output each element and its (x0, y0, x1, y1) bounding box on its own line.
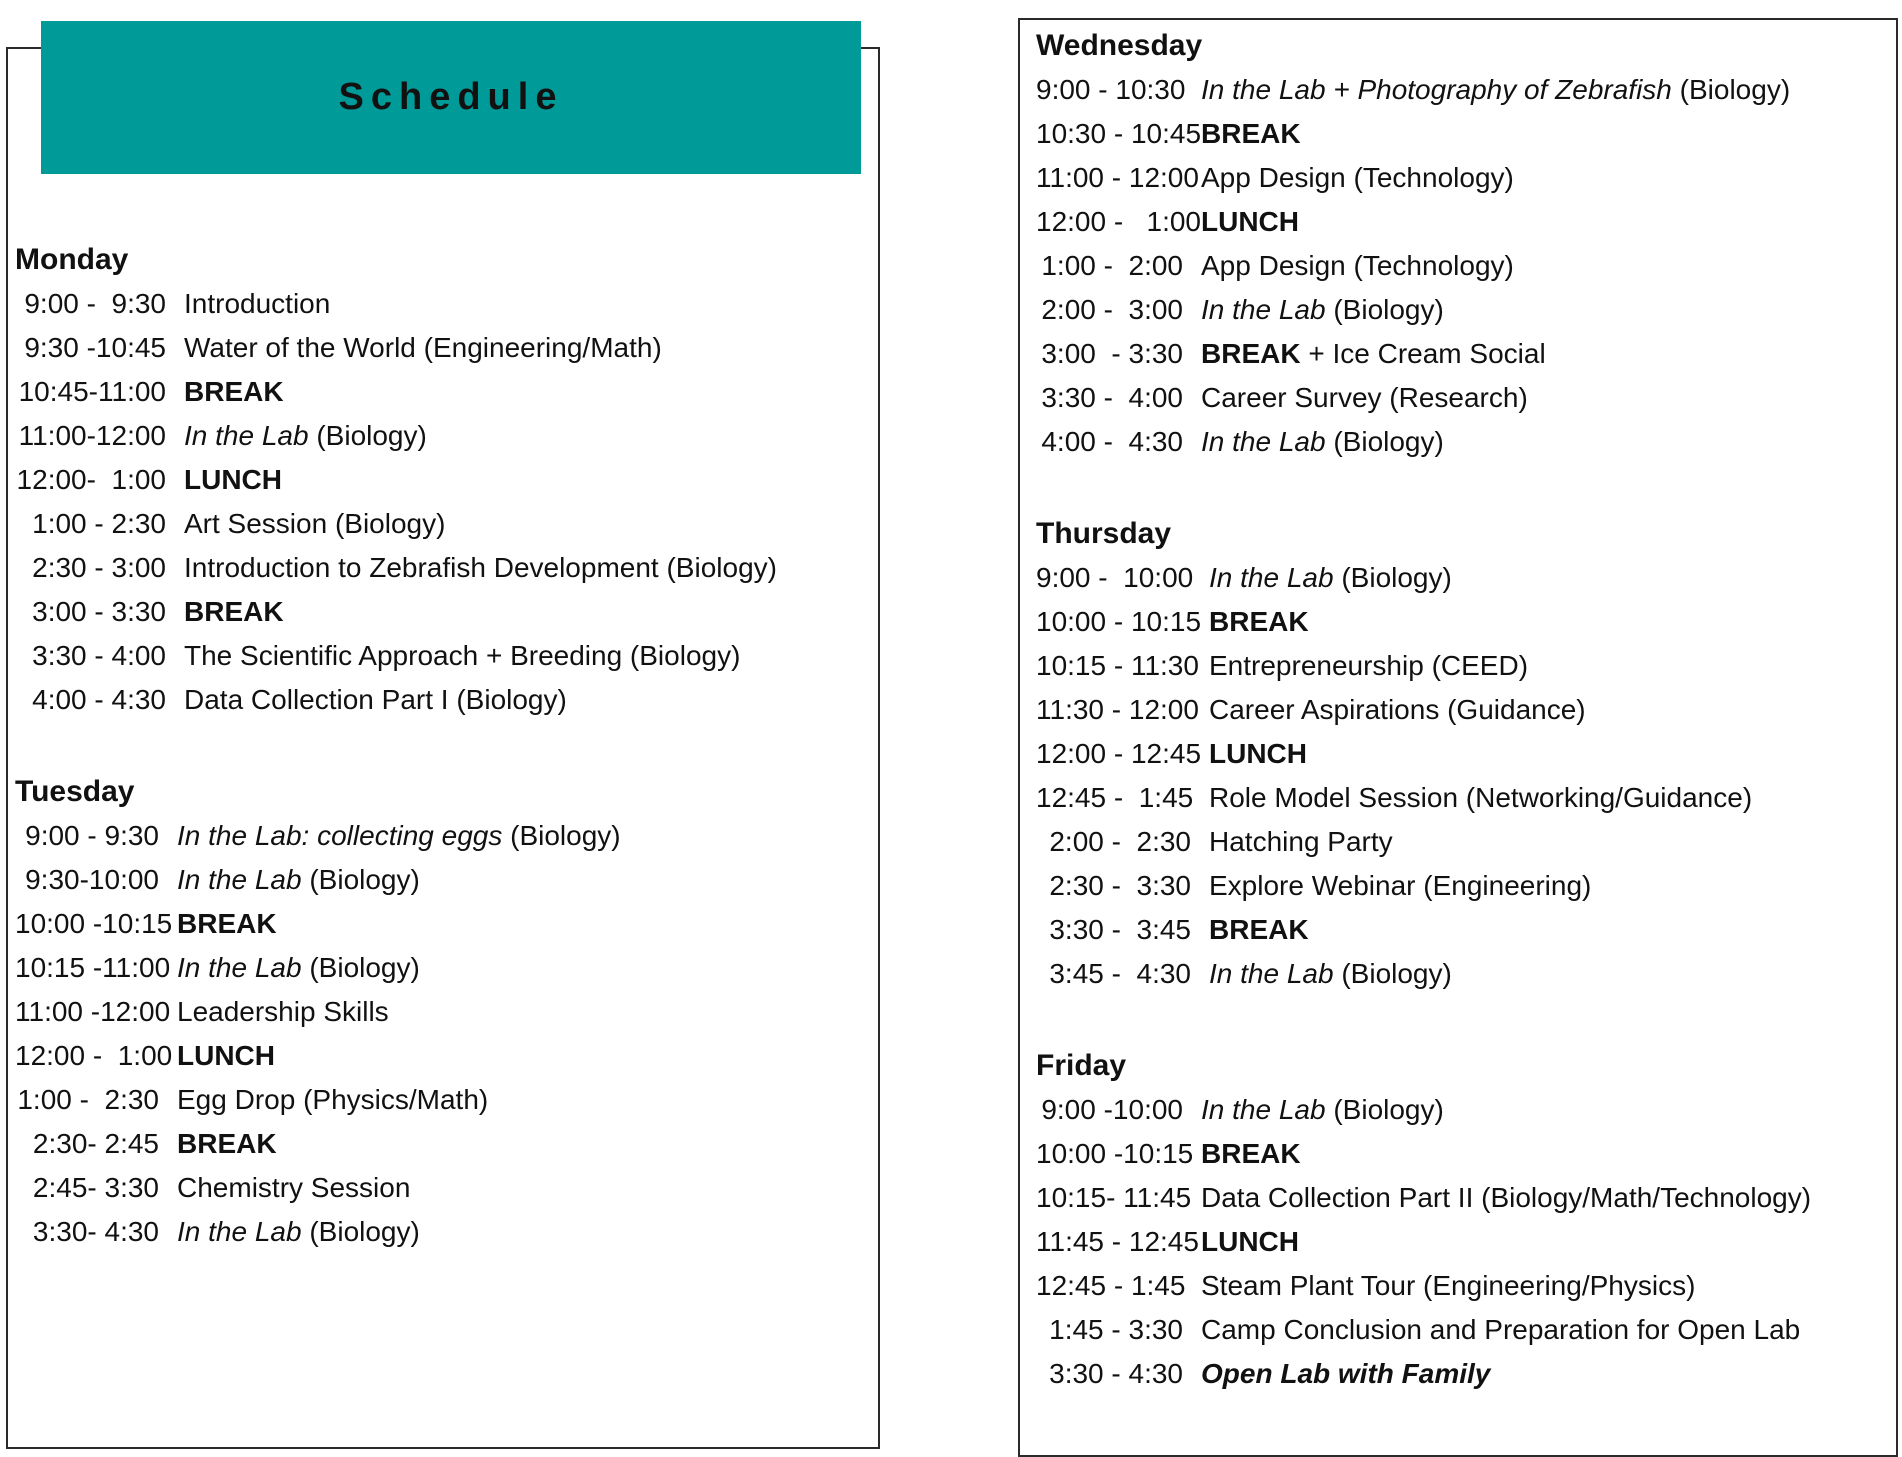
schedule-row (15, 814, 621, 858)
schedule-row (1036, 732, 1752, 776)
schedule-row (15, 1078, 621, 1122)
activity (1201, 1176, 1811, 1220)
activity (1209, 952, 1452, 996)
activity-text: BREAK (177, 1128, 277, 1159)
activity-text: (Biology) (308, 420, 427, 451)
schedule-row (1036, 156, 1790, 200)
activity (1201, 1088, 1444, 1132)
time-range: 9:30 -10:45 (24, 332, 166, 363)
page-title: Schedule (338, 76, 564, 118)
time-range: 10:00 - 10:15 (1036, 606, 1202, 637)
activity (177, 858, 420, 902)
time-range: 10:00 -10:15 (15, 908, 173, 939)
time-range: 12:00 - 12:45 (1036, 738, 1202, 769)
activity-text: BREAK (177, 908, 277, 939)
schedule-row (1036, 244, 1790, 288)
schedule-row (15, 1210, 621, 1254)
activity (1201, 200, 1299, 244)
schedule-row (15, 458, 777, 502)
activity (1201, 1132, 1301, 1176)
activity-text: In the Lab (177, 864, 302, 895)
activity (184, 414, 427, 458)
activity (1201, 420, 1444, 464)
activity (1201, 1308, 1800, 1352)
activity-text: Camp Conclusion and Preparation for Open Lab (1201, 1314, 1801, 1345)
activity (1201, 1220, 1299, 1264)
schedule-row (15, 946, 621, 990)
time-range: 3:00 - 3:30 (32, 596, 166, 627)
time-range: 2:30- 2:45 (32, 1128, 159, 1159)
activity-text: BREAK (184, 376, 284, 407)
schedule-row (1036, 952, 1752, 996)
activity-text: (Biology) (301, 864, 420, 895)
activity-text: BREAK (1201, 338, 1301, 369)
day-title-friday: Friday (1036, 1049, 1127, 1082)
activity-text: The Scientific Approach + Breeding (Biology) (184, 640, 741, 671)
time-range: 9:00 - 10:30 (1036, 74, 1186, 105)
time-range: 11:30 - 12:00 (1036, 694, 1199, 725)
activity-text: In the Lab (177, 1216, 302, 1247)
schedule-row (15, 634, 777, 678)
activity-text: Data Collection Part I (Biology) (184, 684, 567, 715)
activity-text: BREAK (184, 596, 284, 627)
schedule-row (1036, 1352, 1811, 1396)
activity (1209, 908, 1309, 952)
schedule-row (1036, 288, 1790, 332)
activity-text: Steam Plant Tour (Engineering/Physics) (1201, 1270, 1696, 1301)
activity-text: Career Survey (Research) (1201, 382, 1528, 413)
schedule-row (1036, 1220, 1811, 1264)
activity (177, 814, 621, 858)
schedule-row (1036, 1132, 1811, 1176)
activity-text: In the Lab (1209, 958, 1334, 989)
activity (1201, 1352, 1490, 1396)
activity (184, 634, 740, 678)
activity (1209, 644, 1528, 688)
activity (1209, 864, 1591, 908)
activity (177, 946, 420, 990)
activity-text: (Biology) (1325, 426, 1444, 457)
time-range: 11:45 - 12:45 (1036, 1226, 1199, 1257)
time-range: 9:30-10:00 (25, 864, 159, 895)
activity-text: LUNCH (1201, 206, 1299, 237)
day-monday (15, 238, 777, 722)
activity-text: Role Model Session (Networking/Guidance) (1209, 782, 1753, 813)
schedule-row (15, 902, 621, 946)
schedule-row (15, 326, 777, 370)
time-range: 3:30- 4:30 (32, 1216, 159, 1247)
activity-text: Introduction to Zebrafish Development (Biology) (184, 552, 777, 583)
activity-text: In the Lab (1201, 1094, 1326, 1125)
schedule-row (15, 502, 777, 546)
schedule-row (1036, 68, 1790, 112)
schedule-row (1036, 600, 1752, 644)
schedule-row (1036, 908, 1752, 952)
schedule-row (15, 546, 777, 590)
time-range: 2:30 - 3:00 (32, 552, 166, 583)
activity-text: Art Session (Biology) (184, 508, 446, 539)
activity (177, 1034, 275, 1078)
activity-text: LUNCH (177, 1040, 275, 1071)
day-friday (1036, 1044, 1811, 1396)
time-range: 2:00 - 2:30 (1049, 826, 1191, 857)
activity-text: BREAK (1201, 1138, 1301, 1169)
activity-text: (Biology) (1325, 1094, 1444, 1125)
activity-text: (Biology) (1333, 958, 1452, 989)
time-range: 9:00 - 9:30 (25, 820, 159, 851)
activity (184, 282, 330, 326)
time-range: 12:00 - 1:00 (1036, 206, 1202, 237)
time-range: 12:00 - 1:00 (15, 1040, 173, 1071)
activity-text: App Design (Technology) (1201, 250, 1514, 281)
time-range: 2:45- 3:30 (32, 1172, 159, 1203)
time-range: 1:45 - 3:30 (1049, 1314, 1183, 1345)
time-range: 2:00 - 3:00 (1041, 294, 1183, 325)
time-range: 12:45 - 1:45 (1036, 1270, 1186, 1301)
activity (1209, 600, 1309, 644)
time-range: 10:15 - 11:30 (1036, 650, 1199, 681)
schedule-row (15, 678, 777, 722)
activity (184, 370, 284, 414)
schedule-row (15, 990, 621, 1034)
time-range: 3:30 - 4:00 (1041, 382, 1183, 413)
day-thursday (1036, 512, 1752, 996)
time-range: 4:00 - 4:30 (32, 684, 166, 715)
activity-text: Open Lab with Family (1201, 1358, 1491, 1389)
activity-text: (Biology) (1325, 294, 1444, 325)
schedule-row (1036, 332, 1790, 376)
schedule-row (1036, 644, 1752, 688)
day-title-monday: Monday (15, 243, 129, 276)
schedule-row (1036, 556, 1752, 600)
schedule-row (1036, 1264, 1811, 1308)
activity-text: Water of the World (Engineering/Math) (184, 332, 662, 363)
title-banner (41, 21, 861, 174)
schedule-row (15, 1166, 621, 1210)
activity (184, 458, 282, 502)
time-range: 10:15- 11:45 (1036, 1182, 1192, 1213)
schedule-row (1036, 1176, 1811, 1220)
activity (177, 1166, 410, 1210)
time-range: 1:00 - 2:30 (17, 1084, 159, 1115)
schedule-row (1036, 112, 1790, 156)
activity-text: In the Lab + Photography of Zebrafish (1201, 74, 1672, 105)
activity (1201, 112, 1301, 156)
activity-text: BREAK (1209, 914, 1309, 945)
activity-text: In the Lab (1201, 294, 1326, 325)
activity (184, 502, 445, 546)
time-range: 11:00 -12:00 (15, 996, 171, 1027)
schedule-row (15, 858, 621, 902)
activity (177, 1122, 277, 1166)
activity (184, 326, 662, 370)
day-title-thursday: Thursday (1036, 517, 1172, 550)
time-range: 10:00 -10:15 (1036, 1138, 1194, 1169)
activity-text: LUNCH (1209, 738, 1307, 769)
activity-text: + Ice Cream Social (1300, 338, 1546, 369)
activity (1201, 156, 1514, 200)
time-range: 9:00 -10:00 (1041, 1094, 1183, 1125)
activity-text: (Biology) (1333, 562, 1452, 593)
time-range: 12:00- 1:00 (16, 464, 166, 495)
activity (1201, 1264, 1695, 1308)
activity (177, 1210, 420, 1254)
activity-text: BREAK (1209, 606, 1309, 637)
activity (177, 902, 277, 946)
activity-text: (Biology) (1671, 74, 1791, 105)
activity-text: Entrepreneurship (CEED) (1209, 650, 1529, 681)
day-tuesday (15, 770, 621, 1254)
time-range: 3:00 - 3:30 (1041, 338, 1183, 369)
activity (1201, 68, 1790, 112)
time-range: 3:30 - 3:45 (1049, 914, 1191, 945)
activity-text: LUNCH (184, 464, 282, 495)
time-range: 9:00 - 10:00 (1036, 562, 1194, 593)
activity-text: Data Collection Part II (Biology/Math/Technology) (1201, 1182, 1812, 1213)
activity-text: In the Lab (1209, 562, 1334, 593)
activity (1201, 288, 1444, 332)
schedule-row (15, 1034, 621, 1078)
schedule-row (15, 1122, 621, 1166)
schedule-row (1036, 1308, 1811, 1352)
schedule-row (15, 370, 777, 414)
time-range: 3:30 - 4:30 (1049, 1358, 1183, 1389)
time-range: 2:30 - 3:30 (1049, 870, 1191, 901)
activity (184, 590, 284, 634)
schedule-row (15, 282, 777, 326)
schedule-row (1036, 864, 1752, 908)
activity-text: Introduction (184, 288, 331, 319)
time-range: 11:00 - 12:00 (1036, 162, 1199, 193)
activity-text: LUNCH (1201, 1226, 1299, 1257)
day-title-tuesday: Tuesday (15, 775, 135, 808)
activity (1201, 244, 1514, 288)
activity-text: Hatching Party (1209, 826, 1393, 857)
activity-text: Career Aspirations (Guidance) (1209, 694, 1586, 725)
schedule-row (1036, 200, 1790, 244)
activity-text: BREAK (1201, 118, 1301, 149)
activity-text: (Biology) (301, 1216, 420, 1247)
time-range: 11:00-12:00 (18, 420, 166, 451)
activity (177, 990, 389, 1034)
activity (1209, 776, 1752, 820)
time-range: 3:45 - 4:30 (1049, 958, 1191, 989)
activity-text: In the Lab (184, 420, 309, 451)
activity-text: In the Lab (1201, 426, 1326, 457)
day-wednesday (1036, 24, 1790, 464)
activity-text: In the Lab (177, 952, 302, 983)
activity (1209, 688, 1586, 732)
time-range: 10:45-11:00 (18, 376, 166, 407)
time-range: 12:45 - 1:45 (1036, 782, 1194, 813)
schedule-row (1036, 688, 1752, 732)
time-range: 3:30 - 4:00 (32, 640, 166, 671)
schedule-row (1036, 420, 1790, 464)
activity-text: Egg Drop (Physics/Math) (177, 1084, 489, 1115)
time-range: 1:00 - 2:30 (32, 508, 166, 539)
schedule-row (1036, 776, 1752, 820)
activity (184, 678, 567, 722)
time-range: 1:00 - 2:00 (1041, 250, 1183, 281)
activity (1209, 820, 1393, 864)
time-range: 10:30 - 10:45 (1036, 118, 1202, 149)
activity-text: (Biology) (502, 820, 621, 851)
time-range: 4:00 - 4:30 (1041, 426, 1183, 457)
activity-text: Explore Webinar (Engineering) (1209, 870, 1592, 901)
activity (1201, 376, 1528, 420)
activity-text: (Biology) (301, 952, 420, 983)
day-title-wednesday: Wednesday (1036, 29, 1203, 62)
activity (1209, 732, 1307, 776)
time-range: 9:00 - 9:30 (24, 288, 166, 319)
activity-text: In the Lab: collecting eggs (177, 820, 503, 851)
activity-text: App Design (Technology) (1201, 162, 1514, 193)
activity (1209, 556, 1452, 600)
activity-text: Leadership Skills (177, 996, 389, 1027)
activity (177, 1078, 488, 1122)
time-range: 10:15 -11:00 (15, 952, 171, 983)
schedule-row (15, 414, 777, 458)
schedule-row (1036, 376, 1790, 420)
activity (1201, 332, 1546, 376)
schedule-row (15, 590, 777, 634)
schedule-row (1036, 1088, 1811, 1132)
activity (184, 546, 777, 590)
activity-text: Chemistry Session (177, 1172, 411, 1203)
schedule-row (1036, 820, 1752, 864)
